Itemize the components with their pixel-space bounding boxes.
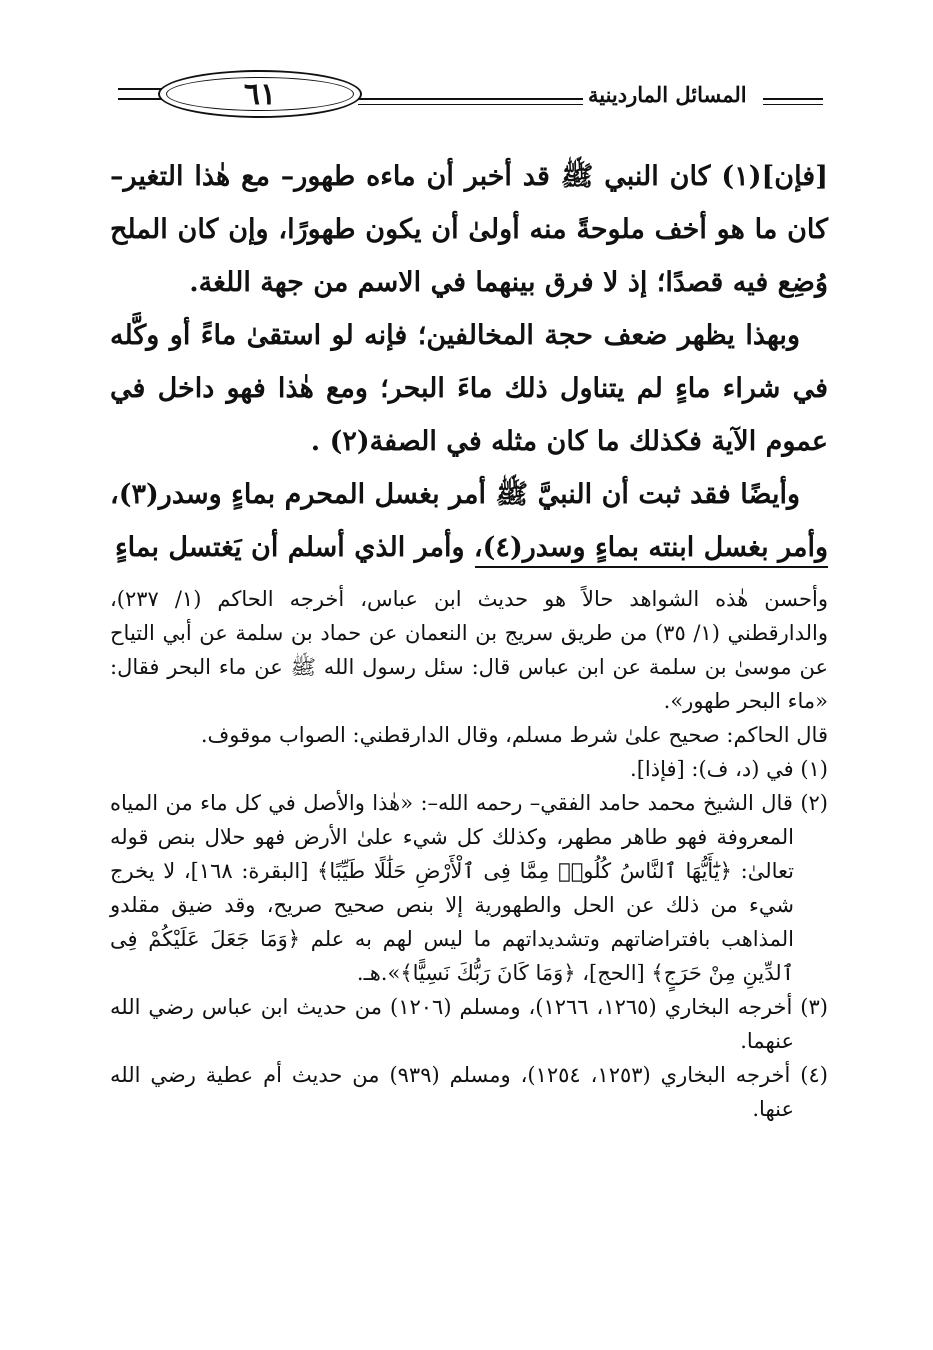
header-rule-middle [358,98,583,105]
footnotes [110,582,828,1126]
running-title: المسائل الماردينية [588,82,747,107]
footnote: (٣) أخرجه البخاري (١٢٦٥، ١٢٦٦)، ومسلم (١٢٠٦) من حديث ابن عباس رضي الله عنهما. [110,995,828,1053]
header-rule-right [763,98,823,105]
header-rule-left [118,88,163,100]
footnote: (٢) قال الشيخ محمد حامد الفقي– رحمه الله–: «هٰذا والأصل في كل ماء من المياه المعروفة فهو طاهر مطهر، وكذلك كل شيء علىٰ الأرض فهو حلال بنص قوله تعالىٰ: ﴿يَٰٓأَيُّهَا ٱلنَّاسُ كُلُوا۟ مِمَّا فِى ٱلْأَرْضِ حَلَٰلًا طَيِّبًا﴾ [البقرة: ١٦٨]، لا يخرج شيء من ذلك عن الحل والطهورية إلا بنص صحيح صريح، وقد ضيق مقلدو المذاهب بافتراضاتهم وتشديداتهم ما ليس لهم به علم ﴿وَمَا جَعَلَ عَلَيْكُمْ فِى ٱلدِّينِ مِنْ حَرَجٍ﴾ [الحج]، ﴿وَمَا كَانَ رَبُّكَ نَسِيًّا﴾».هـ. [110,791,828,985]
paragraph: [فإن](١) كان النبي ﷺ قد أخبر أن ماءه طهور– مع هٰذا التغير– كان ما هو أخف ملوحةً منه أولىٰ أن يكون طهورًا، وإن كان الملح وُضِع فيه قصدًا؛ إذ لا فرق بينهما في الاسم من جهة اللغة. [110,161,828,298]
main-text [110,150,828,574]
footnote: وأحسن هٰذه الشواهد حالاً هو حديث ابن عباس، أخرجه الحاكم (١/ ٢٣٧)، والدارقطني (١/ ٣٥) من طريق سريج بن النعمان عن حماد بن سلمة عن أبي التياح عن موسىٰ بن سلمة عن ابن عباس قال: سئل رسول الله ﷺ عن ماء البحر فقال: «ماء البحر طهور». [110,587,828,713]
page-number-frame [158,70,362,118]
footnote: قال الحاكم: صحيح علىٰ شرط مسلم، وقال الدارقطني: الصواب موقوف. [200,723,828,747]
footnote-separator [475,566,828,568]
paragraph: وبهذا يظهر ضعف حجة المخالفين؛ فإنه لو استقىٰ ماءً أو وكَّله في شراء ماءٍ لم يتناول ذلك ماءَ البحر؛ ومع هٰذا فهو داخل في عموم الآية فكذلك ما كان مثله في الصفة(٢) . [110,320,828,457]
footnote: (٤) أخرجه البخاري (١٢٥٣، ١٢٥٤)، ومسلم (٩٣٩) من حديث أم عطية رضي الله عنها. [110,1063,828,1121]
page-number: ٦١ [243,76,277,112]
footnote: (١) في (د، ف): [فإذا]. [630,757,828,781]
page-header [118,70,823,120]
paragraph: وأيضًا فقد ثبت أن النبيَّ ﷺ أمر بغسل المحرم بماءٍ وسدر(٣)، وأمر بغسل ابنته بماءٍ وسدر(٤)، وأمر الذي أسلم أن يَغتسل بماءٍ [110,479,828,563]
